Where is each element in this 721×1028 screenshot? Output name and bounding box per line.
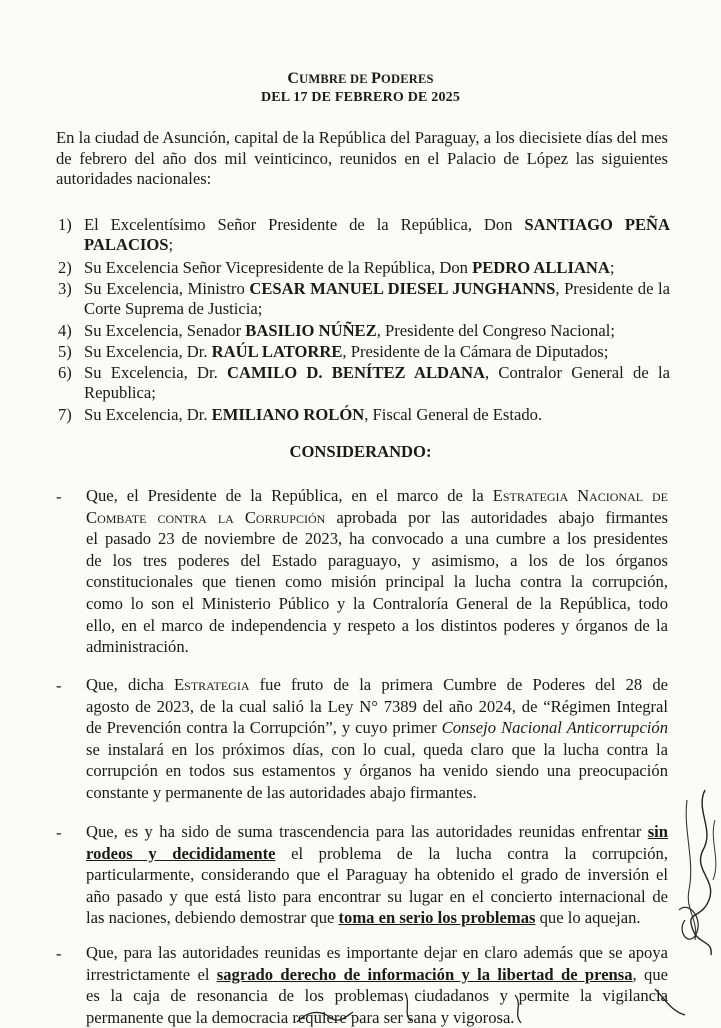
document-title: CUMBRE DE PODERES [287, 70, 434, 87]
signature-stroke [295, 1008, 355, 1024]
bullet: - [56, 487, 62, 506]
intro-paragraph: En la ciudad de Asunción, capital de la República del Paraguay, a los diecisiete días del mes de febrero del año dos mil veinticinco, reunidos en el Palacio de López las siguientes autoridades nacionales: [56, 128, 668, 189]
section-heading: CONSIDERANDO: [289, 442, 432, 461]
bullet: - [56, 823, 62, 842]
considerando-paragraph-3: Que, es y ha sido de suma trascendencia para las autoridades reunidas enfrentar sin rodeos y decididamente el problema de la lucha contra la corrupción, particularmente, considerando que el Paraguay ha obtenido el grado de inversión el año pasado y que está listo para encontrar su lugar en el concierto internacional de las naciones, debiendo demostrar que toma en serio los problemas que lo aquejan. [86, 822, 669, 928]
document-subtitle: DEL 17 DE FEBRERO DE 2025 [260, 90, 461, 105]
bullet: - [56, 676, 62, 695]
signature-strokes [395, 985, 695, 1024]
considerando-paragraph-1: Que, el Presidente de la República, en el marco de la Estrategia Nacional de Combate contra la Corrupción aprobada por las autoridades abajo firmantes el pasado 23 de noviembre de 2023, ha convocado a una cumbre a los presidentes de los tres poderes del Estado paraguayo, y asimismo, a los de los órganos constitucionales que tienen como misión principal la lucha contra la corrupción, como lo son el Ministerio Público y la Contraloría General de la República, todo ello, en el marco de independencia y respeto a los distintos poderes y órganos de la administración. [86, 486, 668, 657]
document-page: CUMBRE DE PODERES DEL 17 DE FEBRERO DE 2025 En la ciudad de Asunción, capital de la República del Paraguay, a los diecisiete días del mes de febrero del año dos mil veinticinco, reunidos en el Palacio de López las siguientes autoridades nacionales: 1) El Excelentísimo Señor Presidente de la República, Don SANTIAGO PEÑA PALACIOS; 2) Su Excelencia Señor Vicepresidente de la República, Don PEDRO ALLIANA; 3) Su Excelencia, Ministro CESAR MANUEL DIESEL JUNGHANNS, Presidente de la Corte Suprema de Justicia; 4) Su Excelencia, Senador BASILIO NÚÑEZ, Presidente del Congreso Nacional; 5) Su Excelencia, Dr. RAÚL LATORRE, Presidente de la Cámara de Diputados; 6) Su Excelencia, Dr. CAMILO D. BENÍTEZ ALDANA, Contralor General de la Republica; 7) Su Excelencia, Dr. EMILIANO ROLÓN, Fiscal General de Estado. CONSIDERANDO: - Que, el Presidente de la República, en el marco de la Estrategia Nacional de Combate contra la Corrupción aprobada por las autoridades abajo firmantes el pasado 23 de noviembre de 2023, ha convocado a una cumbre a los presidentes de los tres poderes del Estado paraguayo, y asimismo, a los de los órganos constitucionales que tienen como misión principal la lucha contra la corrupción, como lo son el Ministerio Público y la Contraloría General de la República, todo ello, en el marco de independencia y respeto a los distintos poderes y órganos de la administración. - Que, dicha Estrategia fue fruto de la primera Cumbre de Poderes del 28 de agosto de 2023, de la cual salió la Ley N° 7389 del año 2024, de “Régimen Integral de Prevención contra la Corrupción”, y cuyo primer Consejo Nacional Anticorrupción se instalará en los próximos días, con lo cual, queda claro que la lucha contra la corrupción en todos sus estamentos y órganos ha venido siendo una preocupación constante y permanente de las autoridades abajo firmantes. - Que, es y ha sido de suma trascendencia para las autoridades reunidas enfrentar sin rodeos y decididamente el problema de la lucha contra la corrupción, particularmente, considerando que el Paraguay ha obtenido el grado de inversión el año pasado y que está listo para encontrar su lugar en el concierto internacional de las naciones, debiendo demostrar que toma en serio los problemas que lo aquejan. - Que, para las autoridades reunidas es importante dejar en claro además que se apoya irrestrictamente el sagrado derecho de información y la libertad de prensa, que es la caja de resonancia de los problemas ciudadanos y permite la vigilancia permanente que la democracia requiere para ser sana y vigorosa. [0, 0, 721, 1024]
bullet: - [56, 944, 62, 963]
considerando-paragraph-2: Que, dicha Estrategia fue fruto de la primera Cumbre de Poderes del 28 de agosto de 2023, de la cual salió la Ley N° 7389 del año 2024, de “Régimen Integral de Prevención contra la Corrupción”, y cuyo primer Consejo Nacional Anticorrupción se instalará en los próximos días, con lo cual, queda claro que la lucha contra la corrupción en todos sus estamentos y órganos ha venido siendo una preocupación constante y permanente de las autoridades abajo firmantes. [86, 675, 669, 802]
handwritten-signature [665, 770, 721, 960]
considerando-paragraph-4: Que, para las autoridades reunidas es importante dejar en claro además que se apoya irrestrictamente el sagrado derecho de información y la libertad de prensa, que es la caja de resonancia de los problemas ciudadanos y permite la vigilancia permanente que la democracia requiere para ser sana y vigorosa. [86, 943, 668, 1027]
